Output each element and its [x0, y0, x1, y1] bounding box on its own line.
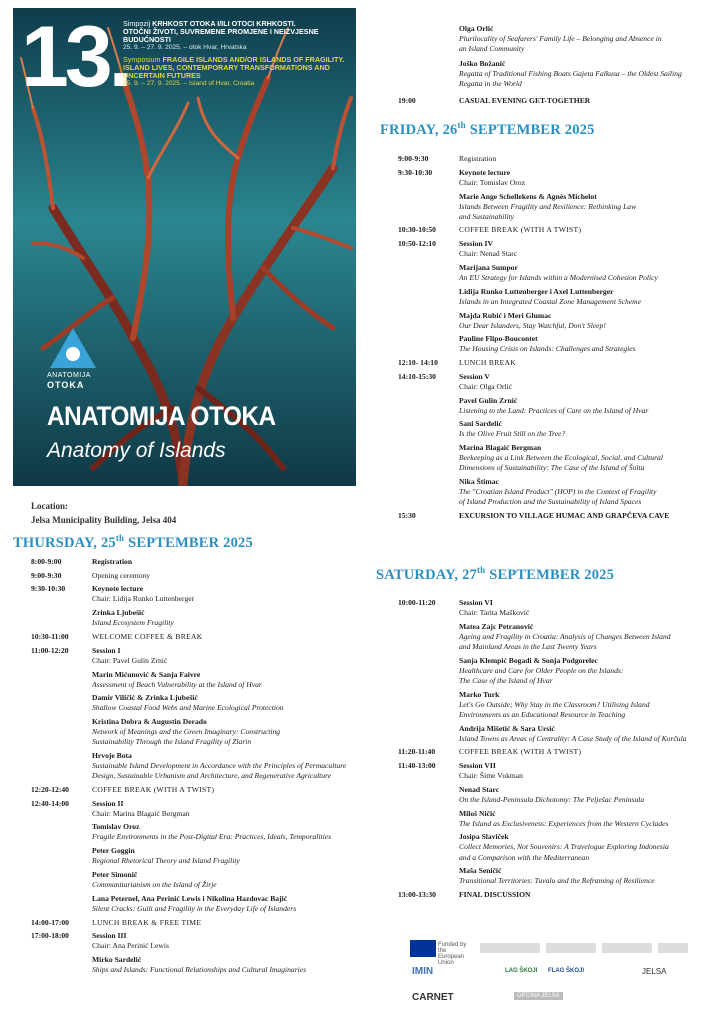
entry-detail: Registration — [459, 154, 497, 163]
entry-heading: Zrinka Ljubešić — [92, 608, 145, 618]
entry-detail: Chair: Olga Orlić — [459, 381, 513, 391]
talk-title: Ageing and Fragility in Croatia: Analysis of Changes Between Island — [459, 631, 671, 641]
talk-title: Listening to the Land: Practices of Care on the Island of Hvar — [459, 405, 649, 415]
talk-title-cont: Environments as an Educational Resource in Teaching — [459, 709, 626, 719]
entry-content — [92, 646, 367, 666]
entry-heading: Majda Rubić i Meri Glumac — [459, 310, 552, 320]
entry-heading: Kristina Dobra & Augustin Derado — [92, 717, 207, 727]
poster-subtitle: Anatomy of Islands — [47, 439, 226, 462]
flag-logo: FLAG ŠKOJI — [548, 968, 585, 974]
hr-title: KRHKOST OTOKA I/ILI OTOCI KRHKOSTI. — [152, 19, 296, 28]
ministry-logo — [480, 943, 540, 953]
entry-heading: Lana Peternel, Ana Perinić Lewis i Nikolina Hazdovac Bajić — [92, 893, 288, 903]
entry-time: 9:30-10:30 — [31, 584, 66, 594]
entry-time: 11:00-12:20 — [31, 645, 69, 655]
logo-text-top: ANATOMIJA — [47, 372, 91, 379]
entry-content — [459, 443, 721, 473]
ministry-logo — [602, 943, 652, 953]
entry-heading: FINAL DISCUSSION — [459, 890, 531, 900]
talk-title-cont: and Mainland Areas in the Last Twenty Years — [459, 641, 597, 651]
entry-heading: Nika Štimac — [459, 477, 499, 487]
talk-title: Island Towns as Areas of Centrality: A Case Study of the Island of Korčula — [459, 733, 687, 743]
entry-heading: Damir Viličić & Zrinka Ljubešić — [92, 693, 198, 703]
entry-content — [459, 154, 721, 164]
entry-heading: Session II — [92, 798, 124, 808]
entry-content — [459, 785, 721, 805]
talk-title: Our Dear Islanders, Stay Watchful, Don't Sleep! — [459, 320, 606, 330]
lag-logo: LAG ŠKOJI — [505, 968, 538, 974]
talk-title: Islands in an Integrated Coastal Zone Management Scheme — [459, 296, 642, 306]
entry-heading: Marko Turk — [459, 689, 500, 699]
entry-heading: Nenad Starc — [459, 784, 500, 794]
entry-break: WELCOME COFFEE & BREAK — [92, 632, 203, 641]
entry-detail: Chair: Marina Blagaić Bergman — [92, 808, 190, 818]
entry-detail: Chair: Ana Perinić Lewis — [92, 941, 169, 951]
entry-heading: Marina Blagaić Bergman — [459, 443, 542, 453]
entry-time: 12:10- 14:10 — [398, 358, 438, 368]
hr-subtitle: OTOČNI ŽIVOTI, SUVREMENE PROMJENE I NEIZVJESNE BUDUĆNOSTI — [123, 27, 319, 45]
entry-content — [92, 670, 367, 690]
location-block — [31, 500, 176, 527]
entry-content — [92, 918, 367, 928]
entry-event: CASUAL EVENING GET-TOGETHER — [459, 96, 591, 105]
entry-content — [459, 890, 721, 900]
talk-title: Regatta of Traditional Fishing Boats Gajeta Falkusa – the Oldest Sailing — [459, 69, 682, 79]
entry-content — [92, 822, 367, 842]
entry-content — [459, 287, 721, 307]
entry-detail: Chair: Lidija Runko Luttenberger — [92, 594, 195, 604]
entry-heading: Mirko Sardelić — [92, 955, 142, 965]
imin-logo: IMIN — [412, 966, 434, 977]
entry-content — [459, 396, 721, 416]
entry-break: COFFEE BREAK (WITH A TWIST) — [459, 747, 582, 757]
talk-title: Healthcare and Care for Older People on the Islands: — [459, 665, 624, 675]
ministry-logo — [658, 943, 688, 953]
talk-title: Network of Meanings and the Green Imaginary: Constructing — [92, 727, 281, 737]
carnet-logo: CARNET — [412, 992, 454, 1003]
talk-title: Transitional Territories: Tuvalu and the Reframing of Resilience — [459, 876, 655, 886]
thu-post: SEPTEMBER 2025 — [124, 534, 253, 551]
hr-dates: 25. 9. – 27. 9. 2025. – otok Hvar, Hrvatska — [123, 44, 247, 52]
entry-heading: Tomislav Oroz — [92, 822, 140, 832]
talk-title-cont: and Sustainability — [459, 211, 515, 221]
edition-number: 13. — [21, 9, 129, 105]
entry-content — [459, 809, 721, 829]
entry-heading: Session VI — [459, 598, 493, 607]
entry-heading: Keynote lecture — [92, 584, 144, 594]
sat-pre: SATURDAY, 27 — [376, 566, 477, 583]
entry-content — [459, 372, 721, 392]
talk-title-cont: of Island Production and the Sustainability of Island Spaces — [459, 497, 642, 507]
fri-post: SEPTEMBER 2025 — [465, 121, 595, 138]
entry-heading: Marie Ange Schellekens & Agnès Michelot — [459, 191, 597, 201]
event-poster — [13, 8, 356, 486]
poster-title: ANATOMIJA OTOKA — [47, 401, 276, 431]
entry-time: 10:50-12:10 — [398, 239, 436, 249]
talk-title: An EU Strategy for Islands within a Modernised Cohesion Policy — [459, 272, 658, 282]
entry-content — [459, 690, 721, 720]
entry-heading: Andrija Mišetić & Sara Ursić — [459, 723, 555, 733]
entry-content — [459, 866, 721, 886]
speaker-name: Joško Božanić — [459, 59, 506, 68]
entry-content — [92, 955, 367, 975]
talk-title: Island Ecosystem Fragility — [92, 618, 174, 628]
entry-heading: Session IV — [459, 239, 493, 249]
entry-content — [92, 557, 367, 567]
entry-content — [459, 724, 721, 744]
entry-detail: Chair: Pavel Gulin Zrnić — [92, 655, 168, 665]
entry-time: 11:40-13:00 — [398, 761, 436, 770]
entry-content — [92, 608, 367, 628]
entry-heading: Matea Zajc Petranović — [459, 621, 534, 631]
entry-time: 15:30 — [398, 511, 416, 520]
entry-content — [459, 477, 721, 507]
entry-detail: Chair: Šime Vukman — [459, 771, 523, 781]
entry-time: 12:20-12:40 — [31, 784, 69, 794]
entry-content — [92, 717, 367, 747]
talk-title: Communitarianism on the Island of Žirje — [92, 880, 217, 890]
talk-title-cont: Sustainability Through the Island Fragility of Zlarin — [92, 737, 252, 747]
entry-time: 9:00-9:30 — [398, 154, 429, 163]
entry-heading: Pavel Gulin Zrnić — [459, 395, 518, 405]
sponsor-logos — [410, 940, 710, 1020]
ministry-logo — [546, 943, 596, 953]
entry-heading: Session III — [92, 931, 127, 941]
entry-content — [459, 239, 721, 259]
anatomija-logo-icon — [50, 328, 96, 368]
entry-time: 9:00-9:30 — [31, 570, 62, 580]
en-dates: 25. 9. – 27. 9. 2025. – Island of Hvar, Croatia — [123, 79, 255, 87]
eu-flag-icon — [410, 940, 436, 957]
entry-heading: Peter Goggin — [92, 846, 135, 856]
talk-title: Plurilocality of Seafarers' Family Life – Belonging and Absence in — [459, 34, 662, 44]
location-value: Jelsa Municipality Building, Jelsa 404 — [31, 514, 177, 525]
entry-heading: Registration — [92, 557, 133, 566]
entry-heading: Marin Mićunović & Sanja Faivre — [92, 669, 201, 679]
en-prefix: Symposium — [123, 54, 161, 64]
entry-content — [459, 656, 721, 686]
talk-title: The Housing Crisis on Islands: Challenges and Strategies — [459, 344, 636, 354]
talk-title: Shallow Coastal Food Webs and Marine Ecological Protection — [92, 703, 284, 713]
entry-content — [459, 761, 721, 781]
opcina-logo: OPĆINA JELSA — [514, 992, 563, 1000]
eu-funding-text: Funded by the European Union — [438, 942, 467, 966]
entry-content — [459, 24, 721, 54]
talk-title: Is the Olive Fruit Still on the Tree? — [459, 429, 566, 439]
entry-content — [92, 751, 367, 781]
entry-content — [459, 263, 721, 283]
entry-heading: Pauline Flipo-Boucontet — [459, 334, 538, 344]
talk-title-cont: an Island Community — [459, 44, 525, 54]
entry-time: 14:00-17:00 — [31, 917, 69, 927]
entry-content — [459, 622, 721, 652]
entry-time: 11:20-11:40 — [398, 747, 436, 757]
talk-title: Beekeeping as a Link Between the Ecological, Social, and Cultural — [459, 453, 663, 463]
symposium-info — [123, 20, 355, 87]
entry-content — [459, 511, 721, 521]
entry-break: LUNCH BREAK & FREE TIME — [92, 917, 202, 927]
entry-heading: Josipa Slaviček — [459, 832, 509, 842]
entry-content — [92, 846, 367, 866]
talk-title-cont: The Case of the Island of Hvar — [459, 675, 553, 685]
talk-title: Silent Cracks: Guilt and Fragility in the Everyday Life of Islanders — [92, 903, 297, 913]
entry-content — [92, 571, 367, 581]
entry-content — [459, 747, 721, 757]
entry-content — [459, 59, 721, 89]
entry-content — [92, 931, 367, 951]
entry-heading: Session I — [92, 645, 121, 655]
entry-heading: Session V — [459, 371, 490, 381]
fri-pre: FRIDAY, 26 — [380, 121, 458, 138]
location-label: Location: — [31, 501, 68, 511]
entry-heading: Sani Sardelić — [459, 419, 502, 429]
saturday-header — [376, 565, 614, 584]
talk-title: On the Island-Peninsula Dichotomy: The Pelješac Peninsula — [459, 794, 645, 804]
entry-content — [459, 832, 721, 862]
talk-title-cont: Design, Sustainable Urbanism and Architecture, and Regenerative Agriculture — [92, 771, 332, 781]
en-title: FRAGILE ISLANDS AND/OR ISLANDS OF FRAGILITY. — [162, 54, 345, 64]
entry-content — [459, 192, 721, 222]
talk-title: The "Croatian Island Product" (HOP) in the Context of Fragility — [459, 487, 657, 497]
entry-content — [92, 693, 367, 713]
entry-time: 8:00-9:00 — [31, 557, 62, 566]
entry-time: 17:00-18:00 — [31, 931, 69, 941]
thu-sup: th — [115, 533, 125, 543]
entry-break: COFFEE BREAK (WITH A TWIST) — [92, 784, 215, 794]
entry-content — [92, 785, 367, 795]
talk-title-cont: Regatta in the World — [459, 79, 522, 89]
thu-pre: THURSDAY, 25 — [13, 534, 116, 551]
entry-detail: Chair: Tarita Mašković — [459, 608, 530, 618]
sat-post: SEPTEMBER 2025 — [485, 566, 615, 583]
talk-title: Islands Between Fragility and Resilience: Rethinking Law — [459, 201, 637, 211]
entry-time: 13:00-13:30 — [398, 890, 436, 900]
entry-content — [459, 168, 721, 188]
entry-content — [459, 311, 721, 331]
entry-content — [459, 225, 721, 235]
entry-time: 14:10-15:30 — [398, 371, 436, 381]
entry-detail: Opening ceremony — [92, 570, 150, 580]
entry-heading: Sanja Klempić Bogadi & Sonja Podgorelec — [459, 655, 598, 665]
entry-break: LUNCH BREAK — [459, 358, 517, 368]
entry-content — [92, 799, 367, 819]
entry-time: 12:40-14:00 — [31, 798, 69, 808]
entry-heading: Marijana Sumpor — [459, 262, 518, 272]
entry-content — [459, 334, 721, 354]
talk-title-cont: Dimensions of Sustainability: The Case of the Island of Šolta — [459, 463, 645, 473]
entry-heading: Keynote lecture — [459, 167, 511, 177]
hr-prefix: Simpozij — [123, 19, 151, 28]
entry-content — [459, 358, 721, 368]
en-subtitle-2: UNCERTAIN FUTURES — [123, 70, 201, 80]
talk-title: Sustainable Island Development in Accordance with the Principles of Permaculture — [92, 761, 347, 771]
jelsa-logo: JELSA — [642, 967, 667, 976]
speaker-name: Olga Orlić — [459, 24, 494, 33]
entry-time: 10:00-11:20 — [398, 598, 436, 607]
talk-title: Collect Memories, Not Souvenirs: A Travelogue Exploring Indonesia — [459, 842, 669, 852]
talk-title: Let's Go Outside; Why Stay in the Classroom? Utilising Island — [459, 699, 650, 709]
talk-title: Ships and Islands: Functional Relationships and Cultural Imaginaries — [92, 965, 307, 975]
friday-header — [380, 120, 595, 139]
talk-title: The Island as Exclusiveness: Experiences from the Western Cyclades — [459, 818, 669, 828]
entry-heading: Miloš Ničić — [459, 808, 496, 818]
entry-content — [459, 419, 721, 439]
entry-heading: Peter Simonič — [92, 870, 138, 879]
sat-sup: th — [476, 565, 486, 575]
entry-time: 19:00 — [398, 96, 416, 105]
entry-break: COFFEE BREAK (WITH A TWIST) — [459, 225, 582, 235]
entry-content — [92, 632, 367, 642]
logo-text-bottom: OTOKA — [47, 380, 85, 390]
en-subtitle-1: ISLAND LIVES, CONTEMPORARY TRANSFORMATIONS AND — [123, 62, 330, 72]
entry-content — [92, 584, 367, 604]
entry-detail: Chair: Nenad Starc — [459, 249, 518, 259]
entry-content — [92, 870, 367, 890]
talk-title: Assessment of Beach Vulnerability at the Island of Hvar — [92, 679, 262, 689]
entry-time: 10:30-10:50 — [398, 225, 436, 235]
entry-content — [459, 598, 721, 618]
entry-heading: Session VII — [459, 761, 496, 770]
entry-time: 9:30-10:30 — [398, 167, 433, 177]
talk-title: Fragile Environments in the Post-Digital Era: Practices, Ideals, Temporalities — [92, 832, 332, 842]
entry-detail: Chair: Tomislav Oroz — [459, 177, 525, 187]
thursday-header — [13, 533, 253, 552]
entry-time: 10:30-11:00 — [31, 632, 69, 641]
entry-heading: Maša Seničić — [459, 866, 502, 876]
entry-content — [92, 894, 367, 914]
talk-title-cont: and a Comparison with the Mediterranean — [459, 852, 590, 862]
fri-sup: th — [457, 120, 466, 130]
talk-title: Regional Rhetorical Theory and Island Fragility — [92, 856, 240, 866]
entry-heading: Lidija Runko Luttenberger i Axel Luttenberger — [459, 286, 614, 296]
entry-heading: Hrvoje Bota — [92, 751, 132, 760]
entry-heading: EXCURSION TO VILLAGE HUMAC AND GRAPČEVA CAVE — [459, 511, 670, 520]
